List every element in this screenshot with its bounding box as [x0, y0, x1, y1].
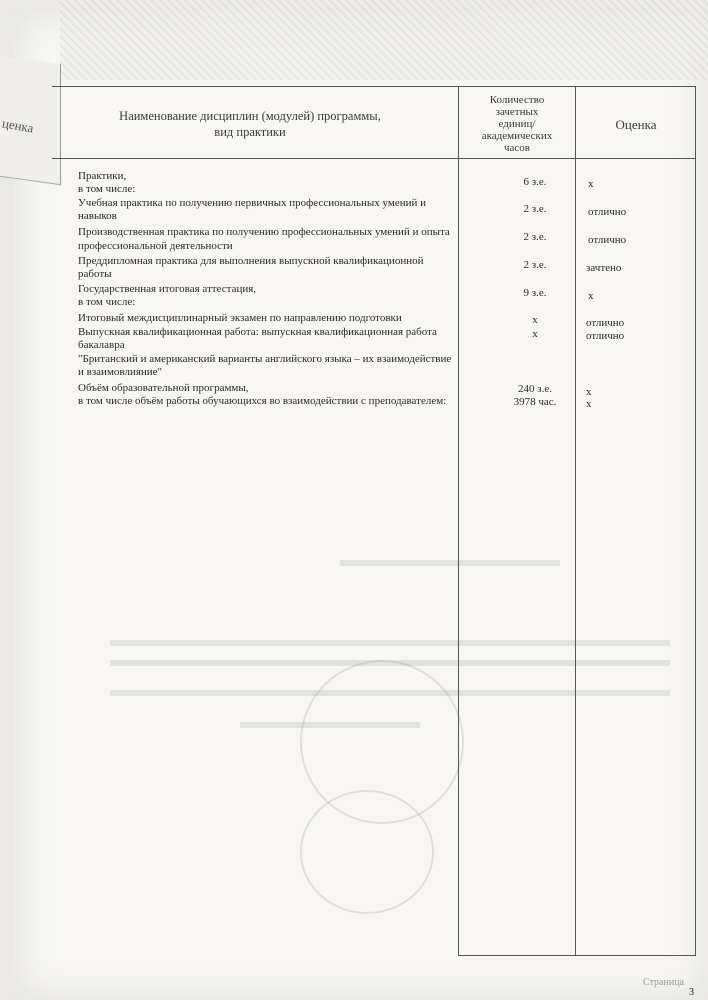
row-name: Объём образовательной программы,: [78, 382, 249, 394]
row-grade: x: [586, 398, 592, 410]
row-name: в том числе объём работы обучающихся во взаимодействии с преподавателем:: [78, 395, 447, 407]
row-qty: x: [532, 314, 538, 326]
row-grade: отлично: [586, 317, 625, 329]
column-divider: [575, 86, 576, 956]
results-table: [40, 86, 700, 956]
row-grade: x: [588, 290, 594, 302]
row-name: Преддипломная практика для выполнения выпускной квалификационной: [78, 255, 424, 267]
row-name: Итоговый междисциплинарный экзамен по направлению подготовки: [78, 312, 402, 324]
row-name: Учебная практика по получению первичных профессиональных умений и: [78, 197, 426, 209]
row-qty: 2 з.е.: [523, 203, 547, 215]
row-name: Практики,: [78, 170, 127, 182]
row-name: "Британский и американский варианты английского языка – их взаимодействие: [78, 353, 452, 365]
table-bottom-border: [458, 955, 695, 956]
row-qty: 2 з.е.: [523, 231, 547, 243]
row-name: Выпускная квалификационная работа: выпускная квалификационная работа: [78, 326, 437, 338]
row-name: и взаимовлияние": [78, 366, 163, 378]
row-grade: отлично: [586, 330, 625, 342]
row-name: Государственная итоговая аттестация,: [78, 283, 257, 295]
row-name: в том числе:: [78, 183, 136, 195]
row-grade: зачтено: [586, 262, 622, 274]
row-qty: 3978 час.: [513, 396, 557, 408]
row-name: работы: [78, 268, 112, 280]
underlying-sheet-fragment: ценка: [1, 115, 35, 136]
row-qty: 240 з.е.: [518, 383, 552, 395]
page-label: Страница: [643, 977, 684, 988]
scan-noise-top: [60, 0, 708, 80]
row-qty: 9 з.е.: [523, 287, 547, 299]
row-qty: x: [532, 328, 538, 340]
row-grade: x: [588, 178, 594, 190]
row-name: Производственная практика по получению профессиональных умений и опыта: [78, 226, 450, 238]
header-discipline: Наименование дисциплин (модулей) программы, вид практики: [119, 109, 381, 139]
row-name: бакалавра: [78, 339, 125, 351]
row-qty: 2 з.е.: [523, 259, 547, 271]
table-top-border: [52, 86, 695, 87]
header-grade: Оценка: [615, 117, 657, 132]
header-quantity: Количество зачетных единиц/ академических часов: [481, 94, 553, 154]
row-grade: отлично: [588, 234, 627, 246]
row-grade: отлично: [588, 206, 627, 218]
table-right-border: [695, 86, 696, 956]
row-qty: 6 з.е.: [523, 176, 547, 188]
row-name: профессиональной деятельности: [78, 240, 233, 252]
header-divider: [52, 158, 695, 159]
row-name: навыков: [78, 210, 117, 222]
row-grade: x: [586, 386, 592, 398]
page-number: 3: [689, 987, 694, 998]
row-name: в том числе:: [78, 296, 136, 308]
